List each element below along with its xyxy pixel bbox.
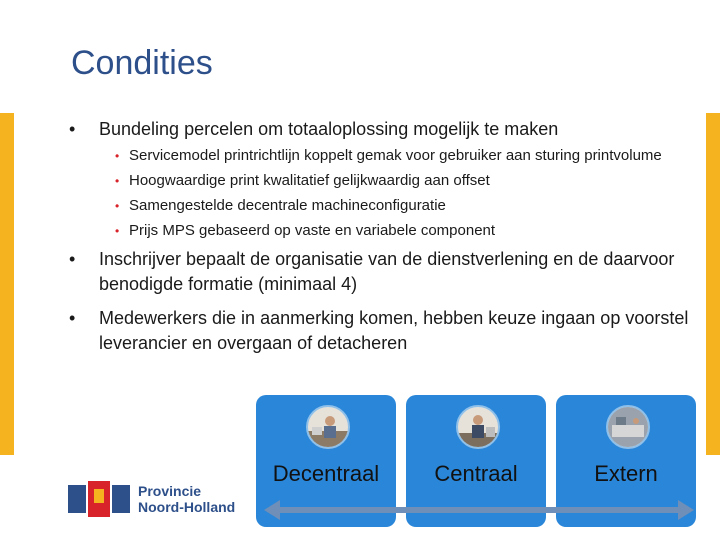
bullet-item <box>69 306 689 356</box>
office-worker-photo <box>456 405 500 449</box>
sub-bullet-item <box>115 146 689 166</box>
bullet-dot: • <box>69 249 76 269</box>
bullet-list <box>69 117 689 356</box>
panel-label: Centraal <box>434 461 518 486</box>
bullet-text: Inschrijver bepaalt de organisatie van de dienstverlening en de daarvoor benodigde formatie (minimaal 4) <box>99 249 675 294</box>
sub-bullet-text: Servicemodel printrichtlijn koppelt gemak voor gebruiker aan sturing printvolume <box>129 147 662 164</box>
accent-bar-left <box>0 113 14 455</box>
sub-bullet-dot: • <box>115 174 120 188</box>
print-room-photo <box>606 405 650 449</box>
panel-label: Extern <box>594 461 658 486</box>
sub-bullet-dot: • <box>115 224 120 238</box>
slide-title: Condities <box>71 44 213 82</box>
sub-bullet-list <box>115 146 689 241</box>
office-worker-photo <box>306 405 350 449</box>
double-arrow-icon <box>264 500 694 520</box>
sub-bullet-item <box>115 196 689 216</box>
provincie-logo <box>68 477 248 521</box>
sub-bullet-text: Samengestelde decentrale machineconfiguratie <box>129 197 446 214</box>
sub-bullet-item <box>115 221 689 241</box>
sub-bullet-text: Prijs MPS gebaseerd op vaste en variabele component <box>129 222 496 239</box>
bullet-item <box>69 117 689 142</box>
bullet-dot: • <box>69 119 76 139</box>
provincie-emblem-icon <box>68 481 130 517</box>
sub-bullet-text: Hoogwaardige print kwalitatief gelijkwaardig aan offset <box>129 172 490 189</box>
accent-bar-right <box>706 113 720 455</box>
sub-bullet-dot: • <box>115 149 120 163</box>
sub-bullet-dot: • <box>115 199 120 213</box>
logo-text <box>138 483 235 515</box>
sub-bullet-item <box>115 171 689 191</box>
bullet-dot: • <box>69 308 76 328</box>
bullet-text: Bundeling percelen om totaaloplossing mogelijk te maken <box>99 119 559 139</box>
logo-line2: Noord-Holland <box>138 499 236 515</box>
panel-label: Decentraal <box>272 461 380 486</box>
bullet-item <box>69 247 689 297</box>
bullet-text: Medewerkers die in aanmerking komen, hebben keuze ingaan op voorstel leverancier en overgaan of detacheren <box>99 308 689 353</box>
logo-line1: Provincie <box>138 483 202 499</box>
